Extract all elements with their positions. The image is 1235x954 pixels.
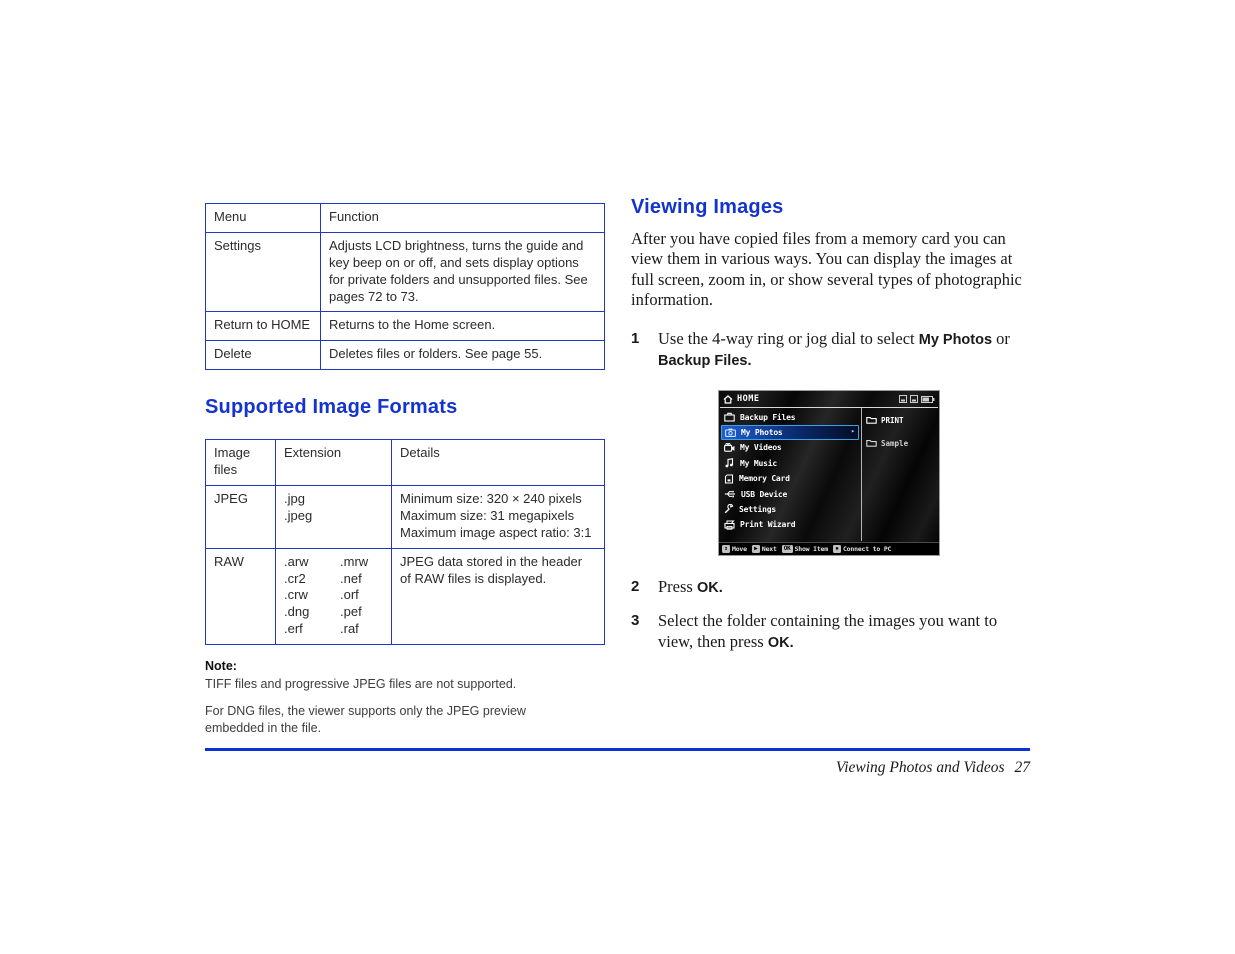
step-2-text: Press OK. <box>658 577 723 597</box>
format-type-jpeg: JPEG <box>206 486 276 549</box>
menu-item-print-wizard[interactable]: Print Wizard <box>721 517 859 532</box>
formats-header-extension: Extension <box>276 440 392 486</box>
device-menu <box>721 409 859 532</box>
briefcase-icon <box>724 412 735 422</box>
menu-item-usb-device[interactable]: USB Device <box>721 486 859 501</box>
ui-label-backup-files: Backup Files <box>658 352 748 369</box>
selected-item-arrow: ▸ <box>850 426 855 435</box>
note-line-1: TIFF files and progressive JPEG files are not supported. <box>205 677 517 692</box>
formats-header-image-files: Image files <box>206 440 276 486</box>
intro-paragraph: After you have copied files from a memory card you can view them in various ways. You can display the images at full screen, zoom in, or show several types of photographic information. <box>631 229 1022 309</box>
folder-icon <box>866 439 877 447</box>
step-2-number: 2 <box>631 578 640 596</box>
home-icon <box>723 395 733 404</box>
hint-show-item: OK Show Item <box>783 545 828 554</box>
function-cell-delete: Deletes files or folders. See page 55. <box>321 341 605 370</box>
step-2 <box>631 577 1033 598</box>
hint-connect-to-pc: ▪ Connect to PC <box>833 545 891 553</box>
device-status-icons <box>899 395 935 403</box>
raw-extensions: .arw .cr2 .crw .dng .erf .mrw .nef .orf .pef .raf <box>276 548 392 644</box>
usb-icon <box>724 490 736 498</box>
ok-key-icon: OK <box>783 545 791 553</box>
function-cell-return-home: Returns to the Home screen. <box>321 312 605 341</box>
camera-icon <box>725 428 736 437</box>
device-titlebar <box>719 391 939 407</box>
memory-card-icon <box>724 474 734 484</box>
panel-divider <box>861 408 862 541</box>
function-cell-settings: Adjusts LCD brightness, turns the guide and key beep on or off, and sets display options for private folders and unsupported files. See pages 72 to 73. <box>321 232 605 312</box>
memory-card-status-icon <box>899 395 907 403</box>
ui-label-ok: OK <box>696 580 719 597</box>
menu-function-table <box>205 203 605 370</box>
step-1 <box>631 329 1033 370</box>
format-type-raw: RAW <box>206 548 276 644</box>
table-row <box>206 548 605 644</box>
wrench-icon <box>724 504 734 514</box>
menu-item-my-photos[interactable]: My Photos ▸ <box>721 425 859 440</box>
menu-item-my-music[interactable]: My Music <box>721 456 859 471</box>
footer-page-number: 27 <box>1014 759 1030 776</box>
connect-key-icon: ▪ <box>833 545 841 553</box>
menu-cell-delete: Delete <box>206 341 321 370</box>
folder-panel <box>866 412 908 458</box>
footer-rule <box>205 748 1030 751</box>
step-3 <box>631 611 1033 652</box>
raw-details: JPEG data stored in the header of RAW files is displayed. <box>392 548 605 644</box>
ui-label-ok: OK <box>767 634 790 651</box>
video-camera-icon <box>724 443 735 452</box>
device-screen-title: HOME <box>737 394 760 405</box>
note-block <box>205 658 585 737</box>
table-row <box>206 486 605 549</box>
step-3-text: Select the folder containing the images you want to view, then press OK. <box>658 611 998 651</box>
printer-icon <box>724 520 735 530</box>
step-3-number: 3 <box>631 612 640 629</box>
footer-title: Viewing Photos and Videos <box>835 759 1005 776</box>
folder-icon <box>866 416 877 424</box>
battery-icon <box>921 396 935 403</box>
jpeg-details: Minimum size: 320 × 240 pixels Maximum size: 31 megapixels Maximum image aspect ratio: 3:1 <box>392 486 605 549</box>
footer <box>205 759 1030 777</box>
note-label: Note: <box>205 659 237 674</box>
table-row <box>206 341 605 370</box>
jpeg-extensions: .jpg .jpeg <box>276 486 392 549</box>
folder-item-print[interactable]: PRINT <box>866 412 908 428</box>
viewing-images-heading: Viewing Images <box>631 196 784 218</box>
hint-move: ↕ Move <box>722 545 747 553</box>
device-hint-bar <box>719 542 939 555</box>
right-column <box>631 196 1033 652</box>
folder-item-sample[interactable]: Sample <box>866 435 908 451</box>
device-home-screenshot <box>718 390 940 556</box>
image-formats-table <box>205 439 605 645</box>
menu-cell-settings: Settings <box>206 232 321 312</box>
hint-next: ▶ Next <box>752 545 777 553</box>
note-line-2: For DNG files, the viewer supports only the JPEG preview embedded in the file. <box>205 703 526 735</box>
updown-key-icon: ↕ <box>722 545 730 553</box>
storage-status-icon <box>910 395 918 403</box>
right-arrow-key-icon: ▶ <box>752 545 760 553</box>
menu-item-my-videos[interactable]: My Videos <box>721 440 859 455</box>
step-1-text: Use the 4-way ring or jog dial to select My Photos or Backup Files. <box>658 329 1010 369</box>
menu-item-settings[interactable]: Settings <box>721 502 859 517</box>
menu-table-header-function: Function <box>321 204 605 233</box>
supported-image-formats-heading: Supported Image Formats <box>205 396 458 419</box>
menu-cell-return-home: Return to HOME <box>206 312 321 341</box>
menu-item-backup-files[interactable]: Backup Files <box>721 409 859 424</box>
ui-label-my-photos: My Photos <box>918 332 993 349</box>
table-row <box>206 232 605 312</box>
music-note-icon <box>724 458 735 468</box>
formats-header-details: Details <box>392 440 605 486</box>
step-1-number: 1 <box>631 330 640 348</box>
titlebar-divider <box>720 407 938 408</box>
menu-table-header-menu: Menu <box>206 204 321 233</box>
table-row <box>206 312 605 341</box>
left-column <box>205 203 605 737</box>
menu-item-memory-card[interactable]: Memory Card <box>721 471 859 486</box>
